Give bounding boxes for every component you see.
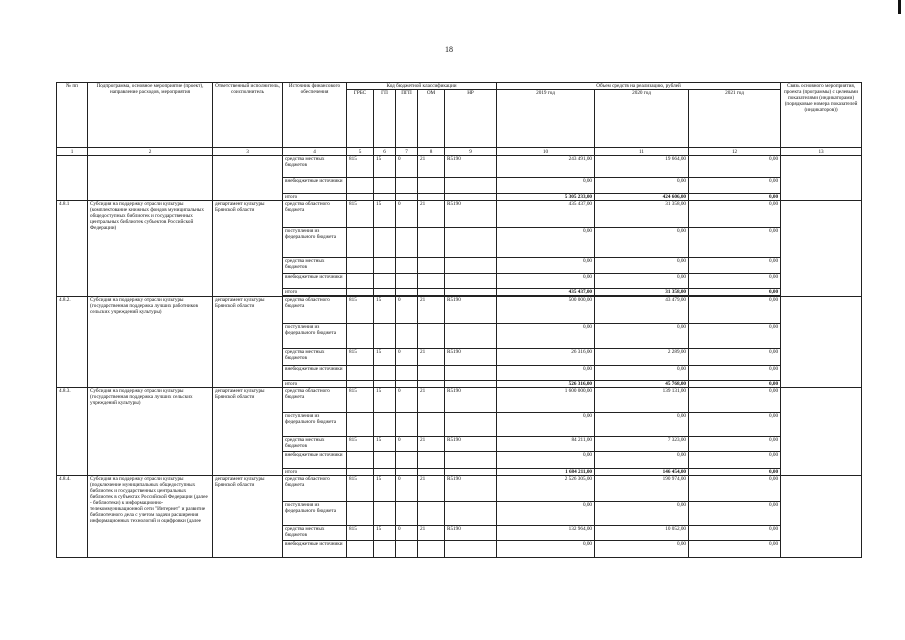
total-2019: 1 684 211,00 xyxy=(497,469,595,476)
code-gp: 15 xyxy=(374,437,396,452)
code-nr: R5190 xyxy=(445,349,497,366)
header-om: ОМ xyxy=(418,90,445,148)
total-2019: 526 316,00 xyxy=(497,381,595,388)
code-nr: R5190 xyxy=(445,476,497,502)
amount-2021: 0,00 xyxy=(689,526,781,541)
source-label: средства областного бюджета xyxy=(283,201,347,228)
header-pgp: ПГП xyxy=(396,90,418,148)
source-label: итого xyxy=(283,194,347,201)
column-number: 11 xyxy=(595,148,689,156)
header-row-1 xyxy=(57,83,862,90)
indicator-link xyxy=(781,156,862,178)
indicator-link xyxy=(781,201,862,297)
table-row xyxy=(57,388,862,413)
amount-2021: 0,00 xyxy=(689,201,781,228)
amount-2021: 0,00 xyxy=(689,541,781,558)
code-om: 21 xyxy=(418,349,445,366)
code-pgp: 0 xyxy=(396,476,418,502)
code-gp: 15 xyxy=(374,388,396,413)
column-number: 2 xyxy=(88,148,213,156)
table-row xyxy=(57,201,862,228)
total-2019: 5 305 233,00 xyxy=(497,194,595,201)
code-om: 21 xyxy=(418,388,445,413)
source-label: внебюджетные источники xyxy=(283,452,347,469)
amount-2021: 0,00 xyxy=(689,413,781,437)
row-description: Субсидия на поддержку отрасли культуры (подключение муниципальных общедоступных библиотек и государственных центральных библиотек в субъектах Российской Федерации (далее - библиотеки) к информационно-телекоммуникационной сети "Интернет" и развитие библиотечного дела с учетом задачи расширения информационных технологий и оцифровки (далее xyxy=(88,476,213,558)
total-2020: 31 358,00 xyxy=(595,289,689,296)
code-pgp: 0 xyxy=(396,526,418,541)
amount-2019: 0,00 xyxy=(497,228,595,258)
header-funding: Объем средств на реализацию, рублей xyxy=(497,83,781,90)
amount-2020: 31 358,00 xyxy=(595,201,689,228)
column-number: 1 xyxy=(57,148,88,156)
page-number: 18 xyxy=(445,45,453,54)
code-om: 21 xyxy=(418,201,445,228)
amount-2021: 0,00 xyxy=(689,258,781,274)
code-nr: R5190 xyxy=(445,388,497,413)
amount-2021: 0,00 xyxy=(689,228,781,258)
row-executor: департамент культуры Брянской области xyxy=(213,388,283,476)
amount-2020: 7 323,00 xyxy=(595,437,689,452)
total-2020: 424 606,00 xyxy=(595,194,689,201)
column-number: 12 xyxy=(689,148,781,156)
header-link: Связь основного мероприятия, проекта (программы) с целевыми показателями (индикаторами) (порядковые номера показателей (индикаторов)) xyxy=(781,83,862,148)
code-gp: 15 xyxy=(374,201,396,228)
source-label: поступления из федерального бюджета xyxy=(283,228,347,258)
amount-2020: 0,00 xyxy=(595,178,689,194)
code-gp: 15 xyxy=(374,349,396,366)
column-number: 10 xyxy=(497,148,595,156)
row-number: 4.8.4. xyxy=(57,476,88,558)
amount-2021: 0,00 xyxy=(689,297,781,324)
total-2021: 0,00 xyxy=(689,469,781,476)
amount-2020: 0,00 xyxy=(595,502,689,526)
amount-2021: 0,00 xyxy=(689,388,781,413)
source-label: средства местных бюджетов xyxy=(283,156,347,178)
source-label: поступления из федерального бюджета xyxy=(283,324,347,349)
amount-2019: 84 211,00 xyxy=(497,437,595,452)
amount-2020: 0,00 xyxy=(595,228,689,258)
amount-2019: 0,00 xyxy=(497,366,595,381)
code-om: 21 xyxy=(418,476,445,502)
amount-2020: 0,00 xyxy=(595,366,689,381)
amount-2020: 0,00 xyxy=(595,541,689,558)
row-executor: департамент культуры Брянской области xyxy=(213,297,283,388)
code-pgp: 0 xyxy=(396,437,418,452)
source-label: средства местных бюджетов xyxy=(283,526,347,541)
source-label: внебюджетные источники xyxy=(283,178,347,194)
amount-2021: 0,00 xyxy=(689,502,781,526)
indicator-link xyxy=(781,297,862,388)
code-grbs: 815 xyxy=(347,388,374,413)
amount-2020: 190 974,00 xyxy=(595,476,689,502)
code-gp: 15 xyxy=(374,476,396,502)
indicator-link xyxy=(781,388,862,476)
amount-2019: 1 600 000,00 xyxy=(497,388,595,413)
header-nr: НР xyxy=(445,90,497,148)
column-number: 7 xyxy=(396,148,418,156)
row-executor: департамент культуры Брянской области xyxy=(213,201,283,297)
amount-2021: 0,00 xyxy=(689,452,781,469)
row-executor: департамент культуры Брянской области xyxy=(213,476,283,558)
amount-2019: 26 316,00 xyxy=(497,349,595,366)
amount-2019: 2 526 305,00 xyxy=(497,476,595,502)
row-number xyxy=(57,156,88,178)
table-row xyxy=(57,476,862,502)
code-nr: R5190 xyxy=(445,201,497,228)
amount-2019: 0,00 xyxy=(497,541,595,558)
amount-2020: 139 131,00 xyxy=(595,388,689,413)
amount-2021: 0,00 xyxy=(689,156,781,178)
source-label: итого xyxy=(283,289,347,296)
amount-2019: 0,00 xyxy=(497,274,595,289)
total-2020: 45 768,00 xyxy=(595,381,689,388)
source-label: средства местных бюджетов xyxy=(283,349,347,366)
code-om: 21 xyxy=(418,297,445,324)
code-gp: 15 xyxy=(374,526,396,541)
amount-2021: 0,00 xyxy=(689,178,781,194)
column-number: 5 xyxy=(347,148,374,156)
code-pgp: 0 xyxy=(396,349,418,366)
source-label: средства областного бюджета xyxy=(283,476,347,502)
source-label: внебюджетные источники xyxy=(283,274,347,289)
code-pgp: 0 xyxy=(396,156,418,178)
code-om: 21 xyxy=(418,526,445,541)
header-2020: 2020 год xyxy=(595,90,689,148)
row-number: 4.8.1 xyxy=(57,201,88,297)
total-2019: 435 437,00 xyxy=(497,289,595,296)
code-nr: R5190 xyxy=(445,437,497,452)
amount-2019: 0,00 xyxy=(497,413,595,437)
code-grbs: 815 xyxy=(347,349,374,366)
source-label: внебюджетные источники xyxy=(283,366,347,381)
column-number: 6 xyxy=(374,148,396,156)
source-label: итого xyxy=(283,469,347,476)
source-label: средства местных бюджетов xyxy=(283,258,347,274)
code-gp: 15 xyxy=(374,297,396,324)
total-2021: 0,00 xyxy=(689,289,781,296)
source-label: итого xyxy=(283,381,347,388)
amount-2020: 19 664,00 xyxy=(595,156,689,178)
amount-2019: 500 000,00 xyxy=(497,297,595,324)
table-row xyxy=(57,297,862,324)
total-2021: 0,00 xyxy=(689,381,781,388)
column-number: 4 xyxy=(283,148,347,156)
table-row xyxy=(57,178,862,194)
code-gp: 15 xyxy=(374,156,396,178)
header-no: № пп xyxy=(57,83,88,148)
amount-2020: 2 289,00 xyxy=(595,349,689,366)
column-number: 3 xyxy=(213,148,283,156)
source-label: поступления из федерального бюджета xyxy=(283,502,347,526)
amount-2020: 0,00 xyxy=(595,413,689,437)
row-number: 4.8.3. xyxy=(57,388,88,476)
amount-2019: 243 491,00 xyxy=(497,156,595,178)
row-number: 4.8.2. xyxy=(57,297,88,388)
amount-2019: 132 964,00 xyxy=(497,526,595,541)
amount-2021: 0,00 xyxy=(689,437,781,452)
total-2021: 0,00 xyxy=(689,194,781,201)
table-row xyxy=(57,156,862,178)
row-executor xyxy=(213,156,283,178)
row-description: Субсидия на поддержку отрасли культуры (государственная поддержка лучших работников сельских учреждений культуры) xyxy=(88,297,213,388)
code-grbs: 815 xyxy=(347,297,374,324)
code-grbs: 815 xyxy=(347,437,374,452)
total-row xyxy=(57,194,862,201)
header-budget-code: Код бюджетной классификации xyxy=(347,83,497,90)
amount-2020: 0,00 xyxy=(595,258,689,274)
row-description: Субсидия на поддержку отрасли культуры (комплектование книжных фондов муниципальных общедоступных библиотек и государственных центральных библиотек субъектов Российской Федерации) xyxy=(88,201,213,297)
amount-2021: 0,00 xyxy=(689,324,781,349)
header-2019: 2019 год xyxy=(497,90,595,148)
code-nr: R5190 xyxy=(445,156,497,178)
amount-2020: 0,00 xyxy=(595,452,689,469)
amount-2019: 0,00 xyxy=(497,452,595,469)
column-number: 9 xyxy=(445,148,497,156)
header-source: Источник финансового обеспечения xyxy=(283,83,347,148)
row-description xyxy=(88,156,213,178)
code-pgp: 0 xyxy=(396,388,418,413)
amount-2020: 10 052,00 xyxy=(595,526,689,541)
header-program: Подпрограмма, основное мероприятие (проект), направление расходов, мероприятия xyxy=(88,83,213,148)
row-description: Субсидия на поддержку отрасли культуры (государственная поддержка лучших сельских учреждений культуры) xyxy=(88,388,213,476)
amount-2020: 43 479,00 xyxy=(595,297,689,324)
column-number: 8 xyxy=(418,148,445,156)
budget-table xyxy=(56,82,862,558)
code-grbs: 815 xyxy=(347,526,374,541)
source-label: средства областного бюджета xyxy=(283,388,347,413)
amount-2021: 0,00 xyxy=(689,274,781,289)
source-label: поступления из федерального бюджета xyxy=(283,413,347,437)
amount-2019: 0,00 xyxy=(497,324,595,349)
header-gp: ГП xyxy=(374,90,396,148)
header-executor: Ответственный исполнитель, соисполнитель xyxy=(213,83,283,148)
header-2021: 2021 год xyxy=(689,90,781,148)
code-nr: R5190 xyxy=(445,526,497,541)
indicator-link xyxy=(781,476,862,558)
total-2020: 146 454,00 xyxy=(595,469,689,476)
code-grbs: 815 xyxy=(347,201,374,228)
code-nr: R5190 xyxy=(445,297,497,324)
amount-2021: 0,00 xyxy=(689,366,781,381)
header-grbs: ГРБС xyxy=(347,90,374,148)
amount-2020: 0,00 xyxy=(595,274,689,289)
source-label: внебюджетные источники xyxy=(283,541,347,558)
source-label: средства областного бюджета xyxy=(283,297,347,324)
amount-2019: 435 437,00 xyxy=(497,201,595,228)
code-grbs: 815 xyxy=(347,156,374,178)
amount-2021: 0,00 xyxy=(689,476,781,502)
code-grbs: 815 xyxy=(347,476,374,502)
column-number: 13 xyxy=(781,148,862,156)
column-number-row xyxy=(57,148,862,156)
code-pgp: 0 xyxy=(396,297,418,324)
amount-2021: 0,00 xyxy=(689,349,781,366)
amount-2019: 0,00 xyxy=(497,502,595,526)
amount-2019: 0,00 xyxy=(497,178,595,194)
source-label: средства местных бюджетов xyxy=(283,437,347,452)
code-om: 21 xyxy=(418,437,445,452)
amount-2020: 0,00 xyxy=(595,324,689,349)
amount-2019: 0,00 xyxy=(497,258,595,274)
code-om: 21 xyxy=(418,156,445,178)
page-edge-mark xyxy=(898,0,901,14)
code-pgp: 0 xyxy=(396,201,418,228)
